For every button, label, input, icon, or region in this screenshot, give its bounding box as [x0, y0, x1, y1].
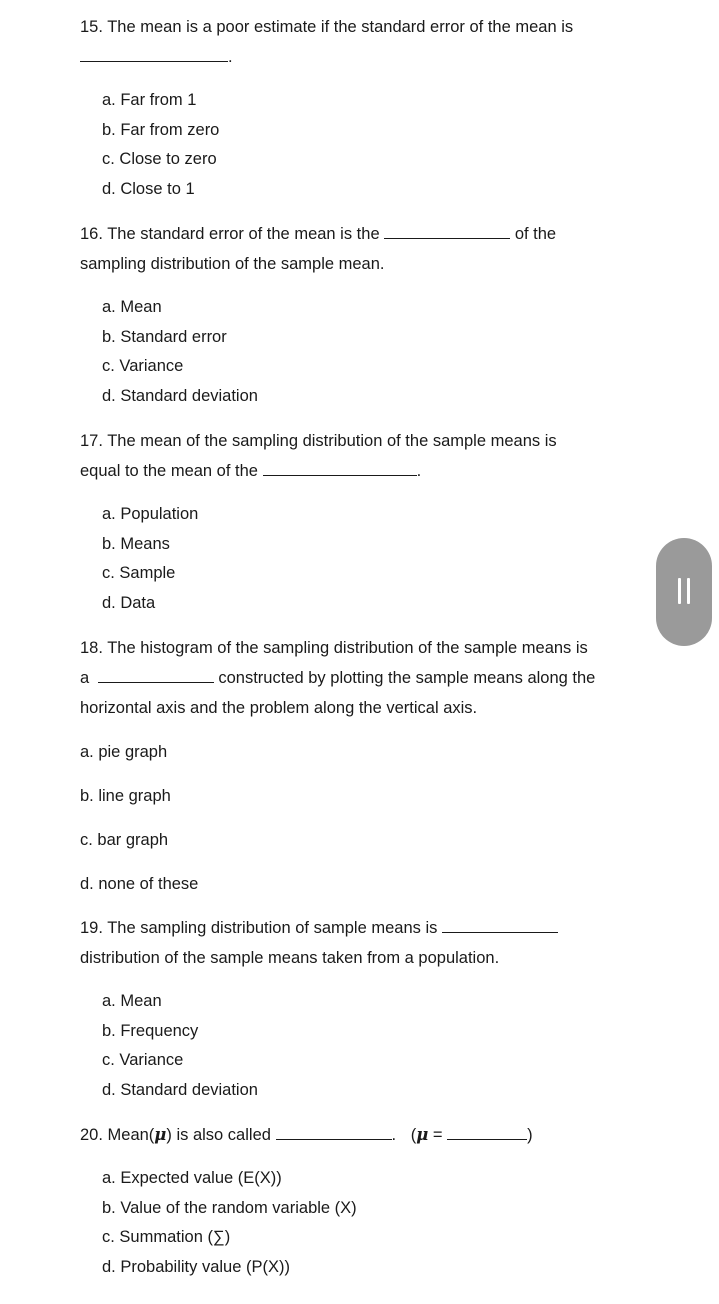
question-19-option-c[interactable]: c. Variance [102, 1051, 184, 1070]
question-16-blank[interactable] [384, 220, 510, 239]
question-17-stem [80, 426, 640, 486]
question-16-options [102, 293, 258, 412]
mu-symbol: μ [154, 1125, 167, 1144]
question-15-option-b[interactable]: b. Far from zero [102, 120, 220, 139]
question-15-text: 15. The mean is a poor estimate if the standard error of the mean is [80, 18, 574, 36]
question-15-options [102, 86, 219, 205]
question-18-stem [80, 633, 640, 723]
question-20-option-b[interactable]: b. Value of the random variable (X) [102, 1198, 357, 1217]
question-20-text: 20. Mean( [80, 1126, 155, 1144]
question-17-text-2: equal to the mean of the [80, 462, 258, 480]
question-16-text-2: of the [514, 225, 557, 243]
question-17-option-d[interactable]: d. Data [102, 594, 156, 613]
question-15-period: . [228, 48, 233, 66]
question-16-option-c[interactable]: c. Variance [102, 357, 184, 376]
question-18-options [80, 737, 198, 913]
question-20-equals: = [432, 1126, 443, 1144]
question-18-option-b[interactable]: b. line graph [80, 787, 171, 805]
question-18-text-4: horizontal axis and the problem along the vertical axis. [80, 699, 478, 717]
question-20-paren-close: ) [527, 1126, 533, 1144]
question-19-blank[interactable] [442, 914, 558, 933]
question-20-option-a[interactable]: a. Expected value (E(X)) [102, 1169, 282, 1187]
scroll-handle[interactable] [656, 538, 712, 646]
question-17-blank[interactable] [263, 457, 417, 476]
question-15-option-d[interactable]: d. Close to 1 [102, 180, 195, 199]
question-16-text-3: sampling distribution of the sample mean. [80, 255, 385, 273]
question-18-blank[interactable] [98, 664, 214, 683]
question-17-period: . [416, 462, 422, 480]
question-20-blank-2[interactable] [447, 1121, 527, 1140]
question-20-option-c[interactable]: c. Summation (∑) [102, 1228, 231, 1247]
question-15-option-c[interactable]: c. Close to zero [102, 150, 217, 169]
question-20-period: . [391, 1126, 397, 1144]
question-19-options [102, 987, 258, 1106]
question-19-option-a[interactable]: a. Mean [102, 992, 162, 1010]
question-18-option-c[interactable]: c. bar graph [80, 831, 169, 849]
question-17-options [102, 500, 198, 619]
question-18-option-a[interactable]: a. pie graph [80, 743, 168, 761]
question-18-option-d[interactable]: d. none of these [80, 875, 199, 893]
question-18-text-2: a [80, 669, 90, 687]
question-20-stem [80, 1120, 640, 1150]
grip-icon [678, 578, 681, 604]
question-16-option-d[interactable]: d. Standard deviation [102, 387, 258, 406]
question-20-blank[interactable] [276, 1121, 392, 1140]
grip-icon-2 [687, 578, 690, 604]
question-15-blank[interactable] [80, 43, 228, 62]
question-15-option-a[interactable]: a. Far from 1 [102, 91, 197, 109]
question-19-text-2: distribution of the sample means taken from a population. [80, 949, 500, 967]
question-16-option-b[interactable]: b. Standard error [102, 327, 227, 346]
question-15-stem [80, 12, 640, 72]
question-19-option-b[interactable]: b. Frequency [102, 1021, 199, 1040]
question-17-option-a[interactable]: a. Population [102, 505, 199, 523]
question-18-text-3: constructed by plotting the sample means along the [218, 669, 596, 687]
question-17-text: 17. The mean of the sampling distribution of the sample means is [80, 432, 557, 450]
question-19-stem [80, 913, 640, 973]
question-20-paren-open: ( [410, 1126, 417, 1144]
question-20-text-2: ) is also called [166, 1126, 271, 1144]
question-19-text: 19. The sampling distribution of sample means is [80, 919, 438, 937]
question-16-option-a[interactable]: a. Mean [102, 298, 162, 316]
question-17-option-c[interactable]: c. Sample [102, 564, 176, 583]
question-20-option-d[interactable]: d. Probability value (P(X)) [102, 1258, 290, 1277]
question-19-option-d[interactable]: d. Standard deviation [102, 1081, 258, 1100]
question-18-text: 18. The histogram of the sampling distribution of the sample means is [80, 639, 588, 657]
question-17-option-b[interactable]: b. Means [102, 534, 170, 553]
question-20-options [102, 1164, 357, 1283]
question-16-text: 16. The standard error of the mean is the [80, 225, 380, 243]
mu-symbol-2: μ [416, 1125, 429, 1144]
question-16-stem [80, 219, 640, 279]
